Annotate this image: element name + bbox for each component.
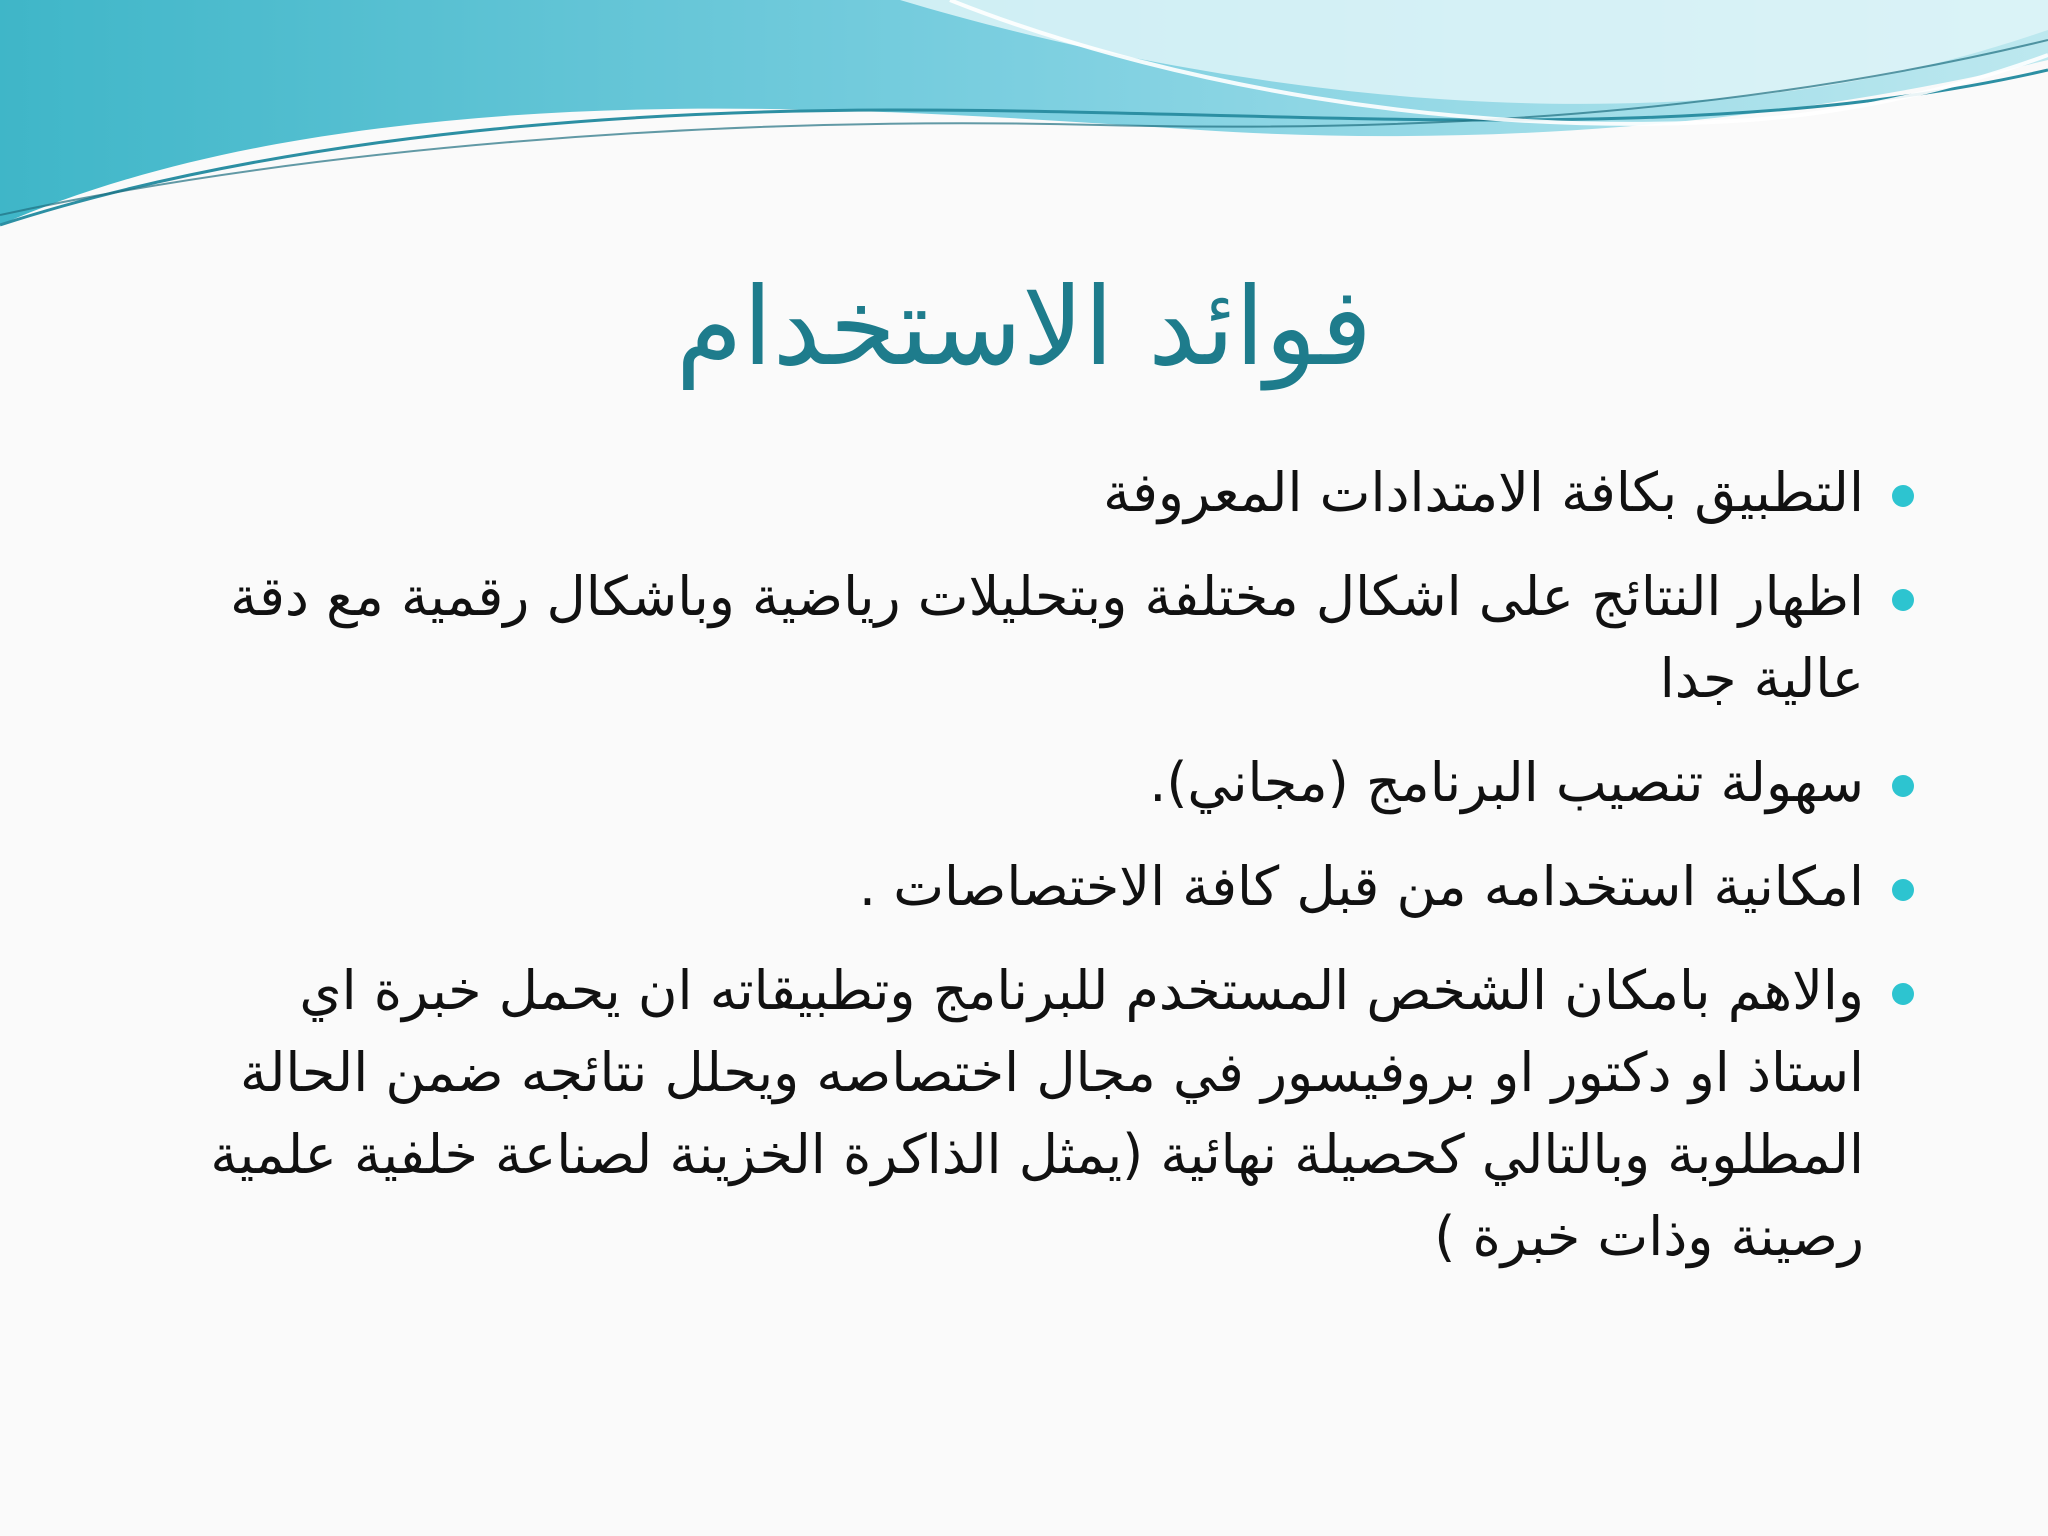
bullet-item (204, 452, 1864, 534)
bullet-item (204, 950, 1864, 1278)
bullet-item (204, 846, 1864, 928)
bullet-item (204, 742, 1864, 824)
bullet-dot-icon (1892, 485, 1914, 507)
bullet-text: امكانية استخدامه من قبل كافة الاختصاصات . (858, 855, 1864, 918)
header-wave-decoration (0, 0, 2048, 260)
bullet-dot-icon (1892, 983, 1914, 1005)
bullet-dot-icon (1892, 879, 1914, 901)
bullet-text: اظهار النتائج على اشكال مختلفة وبتحليلات رياضية وباشكال رقمية مع دقة عالية جدا (230, 565, 1864, 710)
bullet-text: التطبيق بكافة الامتدادات المعروفة (1103, 461, 1864, 524)
bullet-text: والاهم بامكان الشخص المستخدم للبرنامج وتطبيقاته ان يحمل خبرة اي استاذ او دكتور او بروفيسور في مجال اختصاصه ويحلل نتائجه ضمن الحالة المطلوبة وبالتالي كحصيلة نهائية (يمثل الذاكرة الخزينة لصناعة خلفية علمية رصينة وذات خبرة ) (210, 959, 1864, 1268)
bullet-dot-icon (1892, 589, 1914, 611)
bullet-dot-icon (1892, 775, 1914, 797)
slide-title: فوائد الاستخدام (675, 265, 1373, 390)
bullet-item (204, 556, 1864, 720)
bullet-text: سهولة تنصيب البرنامج (مجاني). (1149, 751, 1864, 814)
bullet-list (204, 452, 1864, 1300)
